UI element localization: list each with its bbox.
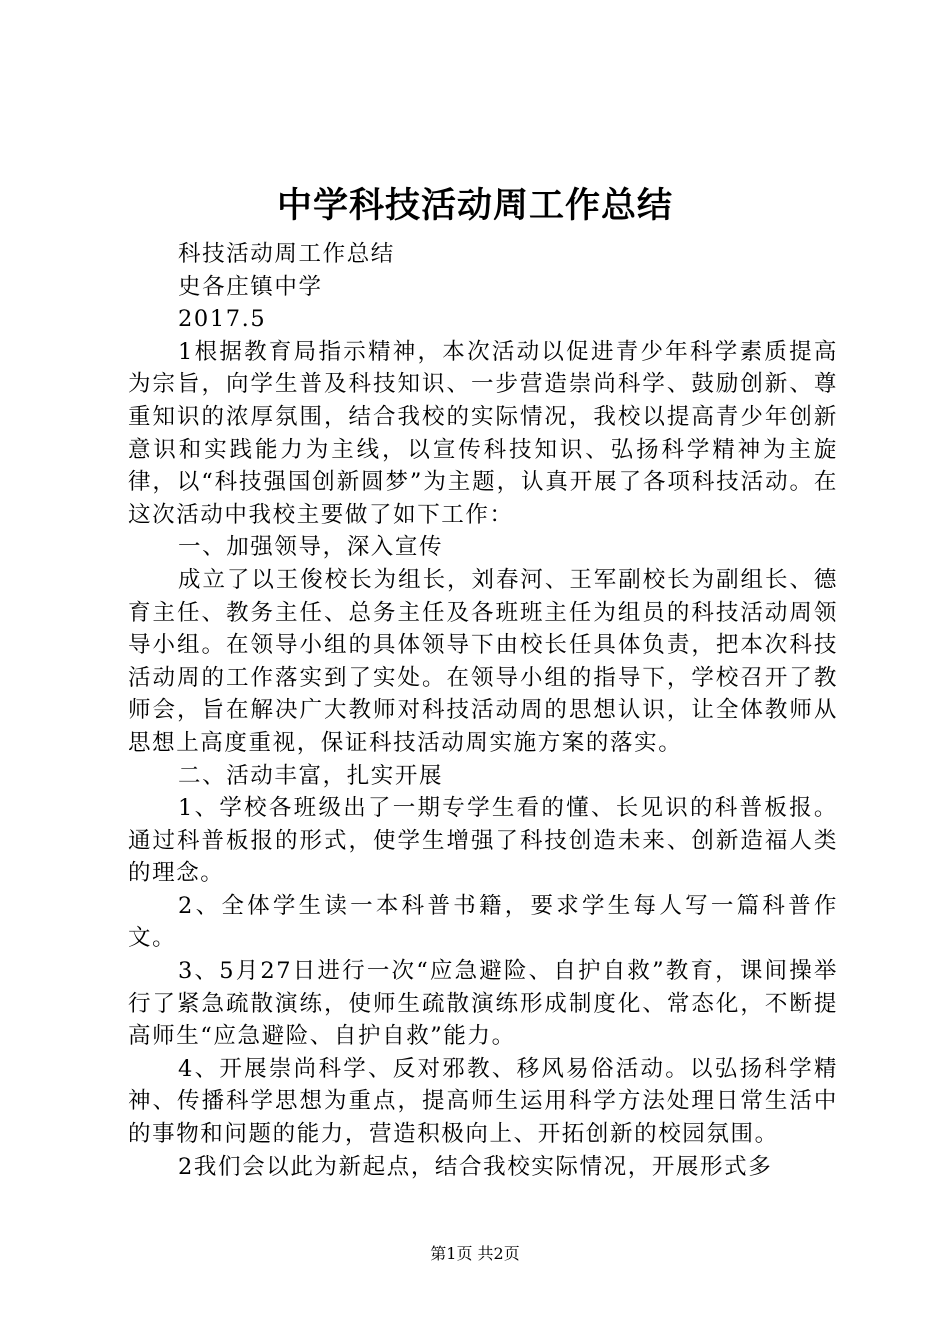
section-1-paragraph: 成立了以王俊校长为组长，刘春河、王军副校长为副组长、德育主任、教务主任、总务主任及各班班主任为组员的科技活动周领导小组。在领导小组的具体领导下由校长任具体负责，把本次科技活动周的工作落实到了实处。在领导小组的指导下，学校召开了教师会，旨在解决广大教师对科技活动周的思想认识，让全体教师从思想上高度重视，保证科技活动周实施方案的落实。 [128, 566, 838, 756]
closing-paragraph: 2我们会以此为新起点，结合我校实际情况，开展形式多 [178, 1153, 773, 1180]
subtitle-paragraph: 科技活动周工作总结 [178, 241, 395, 267]
page-footer: 第1页 共2页 [430, 1244, 520, 1263]
activity-item-4: 4、开展崇尚科学、反对邪教、移风易俗活动。以弘扬科学精神、传播科学思想为重点，提高师生运用科学方法处理日常生活中的事物和问题的能力，营造积极向上、开拓创新的校园氛围。 [128, 1055, 838, 1148]
activity-item-3: 3、5月27日进行一次“应急避险、自护自救”教育，课间操举行了紧急疏散演练，使师生疏散演练形成制度化、常态化，不断提高师生“应急避险、自护自救”能力。 [128, 958, 838, 1050]
document-title: 中学科技活动周工作总结 [276, 186, 673, 226]
school-name-paragraph: 史各庄镇中学 [178, 273, 323, 300]
intro-paragraph: 1根据教育局指示精神，本次活动以促进青少年科学素质提高为宗旨，向学生普及科技知识、一步营造崇尚科学、鼓励创新、尊重知识的浓厚氛围，结合我校的实际情况，我校以提高青少年创新意识和实践能力为主线，以宣传科技知识、弘扬科学精神为主旋律，以“科技强国创新圆梦”为主题，认真开展了各项科技活动。在这次活动中我校主要做了如下工作： [128, 338, 838, 528]
date-paragraph: 2017.5 [178, 306, 267, 333]
activity-item-1: 1、学校各班级出了一期专学生看的懂、长见识的科普板报。通过科普板报的形式，使学生增强了科技创造未来、创新造福人类的理念。 [128, 795, 838, 887]
document-body [128, 238, 838, 1183]
section-heading-2: 二、活动丰富，扎实开展 [178, 762, 444, 789]
section-heading-1: 一、加强领导，深入宣传 [178, 534, 444, 561]
activity-item-2: 2、全体学生读一本科普书籍，要求学生每人写一篇科普作文。 [128, 892, 838, 952]
